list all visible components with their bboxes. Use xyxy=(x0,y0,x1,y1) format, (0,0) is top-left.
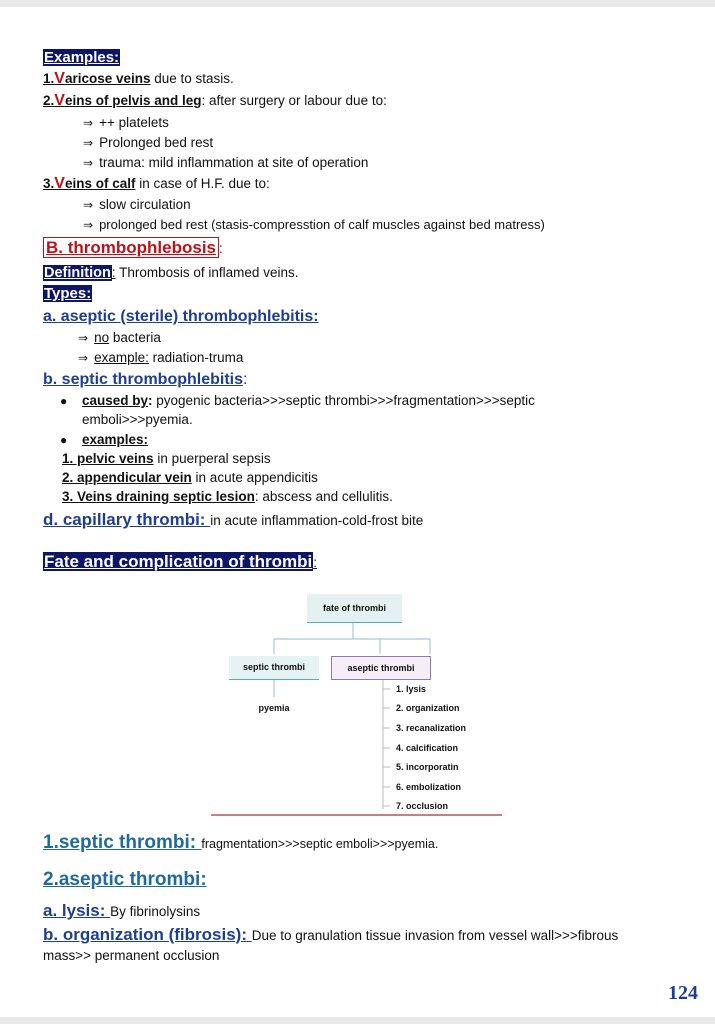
fate-heading: Fate and complication of thrombi: xyxy=(44,552,317,571)
definition-line: Definition: Thrombosis of inflamed veins. xyxy=(44,265,299,281)
aseptic-thrombi-heading: 2.aseptic thrombi: xyxy=(43,869,207,890)
implies-arrow-icon: ⇒ xyxy=(83,198,94,212)
aseptic-line-1: ⇒ no bacteria xyxy=(78,330,161,345)
document-page xyxy=(0,7,715,1017)
diagram-aseptic-node: aseptic thrombi xyxy=(331,656,431,680)
implies-arrow-icon: ⇒ xyxy=(83,116,94,130)
example-2-sub-1: ⇒ ++ platelets xyxy=(83,115,169,130)
implies-arrow-icon: ⇒ xyxy=(78,351,89,365)
aseptic-line-2: ⇒ example: radiation-truma xyxy=(78,350,244,365)
types-heading: Types: xyxy=(44,285,92,302)
septic-examples-label: ● examples: xyxy=(60,432,149,447)
aseptic-heading: a. aseptic (sterile) thrombophlebitis: xyxy=(43,308,319,325)
septic-caused-by: ● caused by: pyogenic bacteria>>>septic thrombi>>>fragmentation>>>septic xyxy=(60,393,535,408)
capillary-line: d. capillary thrombi: in acute inflammation-cold-frost bite xyxy=(43,510,424,529)
diagram-root-node: fate of thrombi xyxy=(307,594,402,623)
example-2-sub-3: ⇒ trauma: mild inflammation at site of operation xyxy=(83,155,369,170)
examples-heading: Examples: xyxy=(44,49,120,66)
septic-example-1: 1. pelvic veins in puerperal sepsis xyxy=(62,451,271,466)
diagram-item-7: 7. occlusion xyxy=(396,801,449,811)
diagram-connectors xyxy=(0,7,715,837)
septic-caused-by-cont: emboli>>>pyemia. xyxy=(82,412,193,427)
implies-arrow-icon: ⇒ xyxy=(83,218,94,232)
diagram-item-2: 2. organization xyxy=(396,703,460,713)
example-item-3: 3.Veins of calf in case of H.F. due to: xyxy=(43,175,270,192)
diagram-item-6: 6. embolization xyxy=(396,782,462,792)
septic-heading: b. septic thrombophlebitis: xyxy=(43,371,248,388)
septic-example-3: 3. Veins draining septic lesion: abscess and cellulitis. xyxy=(62,489,393,504)
diagram-item-4: 4. calcification xyxy=(396,743,459,753)
page-number: 124 xyxy=(668,982,698,1004)
organization-line-cont: mass>> permanent occlusion xyxy=(43,948,220,963)
bullet-icon: ● xyxy=(60,433,68,447)
organization-line: b. organization (fibrosis): Due to granulation tissue invasion from vessel wall>>>fibrous xyxy=(43,925,619,944)
thrombophlebosis-heading: B. thrombophlebosis : xyxy=(43,237,223,260)
implies-arrow-icon: ⇒ xyxy=(83,156,94,170)
diagram-item-3: 3. recanalization xyxy=(396,723,467,733)
diagram-pyemia-node: pyemia xyxy=(258,703,290,713)
example-2-sub-2: ⇒ Prolonged bed rest xyxy=(83,135,214,150)
septic-example-2: 2. appendicular vein in acute appendicitis xyxy=(62,470,318,485)
implies-arrow-icon: ⇒ xyxy=(78,331,89,345)
bullet-icon: ● xyxy=(60,394,68,408)
diagram-item-5: 5. incorporatin xyxy=(396,762,459,772)
example-item-1: 1.Varicose veins due to stasis. xyxy=(43,70,234,87)
septic-thrombi-line: 1.septic thrombi: fragmentation>>>septic emboli>>>pyemia. xyxy=(43,832,439,853)
implies-arrow-icon: ⇒ xyxy=(83,136,94,150)
diagram-item-1: 1. lysis xyxy=(396,684,427,694)
example-item-2: 2.Veins of pelvis and leg: after surgery or labour due to: xyxy=(43,92,387,109)
example-3-sub-2: ⇒ prolonged bed rest (stasis-compresstion of calf muscles against bed matress) xyxy=(83,217,545,232)
diagram-septic-node: septic thrombi xyxy=(229,656,319,680)
example-3-sub-1: ⇒ slow circulation xyxy=(83,197,191,212)
lysis-line: a. lysis: By fibrinolysins xyxy=(43,901,201,920)
